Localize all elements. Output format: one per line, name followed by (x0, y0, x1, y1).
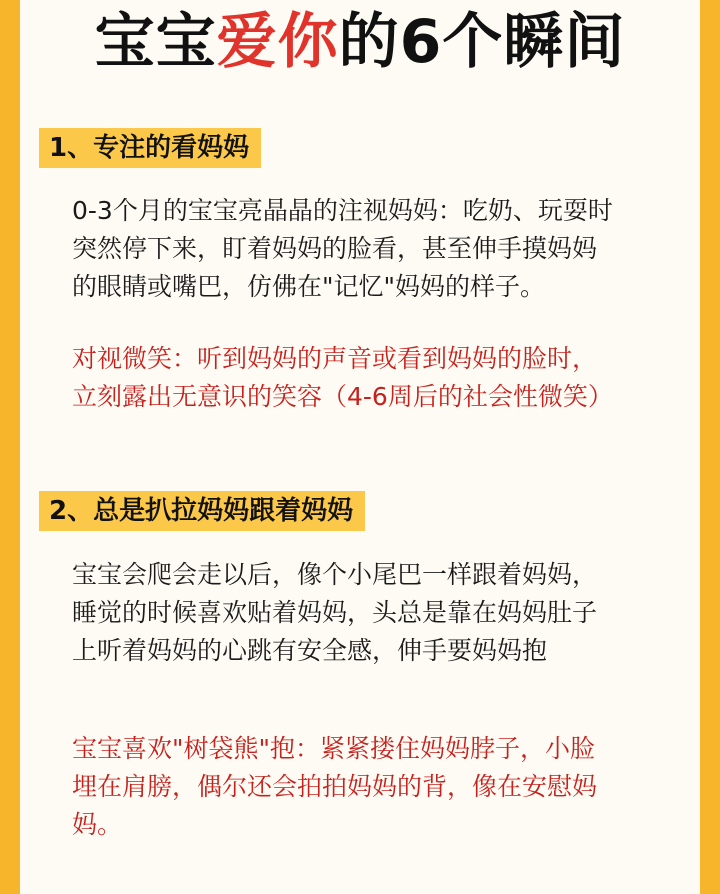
section-2-body-line: 睡觉的时候喜欢贴着妈妈，头总是靠在妈妈肚子 (72, 598, 598, 627)
section-2-note-line: 妈。 (72, 810, 123, 839)
section-1-body-line: 突然停下来，盯着妈妈的脸看，甚至伸手摸妈妈 (72, 234, 598, 263)
section-1-note-line: 对视微笑：听到妈妈的声音或看到妈妈的脸时， (72, 344, 598, 373)
section-2-note-line: 埋在肩膀，偶尔还会拍拍妈妈的背，像在安慰妈 (72, 772, 598, 801)
section-2-body (72, 556, 692, 670)
section-2-note (72, 730, 692, 844)
title-part-1: 宝宝 (94, 7, 217, 77)
section-2-note-line: 宝宝喜欢"树袋熊"抱：紧紧搂住妈妈脖子，小脸 (72, 734, 595, 763)
page-title (20, 6, 700, 78)
section-1-heading: 1、专注的看妈妈 (39, 128, 261, 168)
section-2-body-line: 上听着妈妈的心跳有安全感，伸手要妈妈抱 (72, 636, 548, 665)
article-card (20, 0, 700, 894)
title-highlight: 爱你 (216, 7, 339, 77)
section-1-body (72, 192, 692, 306)
section-1-body-line: 的眼睛或嘴巴，仿佛在"记忆"妈妈的样子。 (72, 272, 545, 301)
title-part-3: 的6个瞬间 (338, 7, 626, 77)
section-1-note-line: 立刻露出无意识的笑容（4-6周后的社会性微笑） (72, 382, 613, 411)
section-1-note (72, 340, 692, 416)
section-1-body-line: 0-3个月的宝宝亮晶晶的注视妈妈：吃奶、玩耍时 (72, 196, 613, 225)
section-2-heading: 2、总是扒拉妈妈跟着妈妈 (39, 491, 365, 531)
section-2-body-line: 宝宝会爬会走以后，像个小尾巴一样跟着妈妈， (72, 560, 598, 589)
